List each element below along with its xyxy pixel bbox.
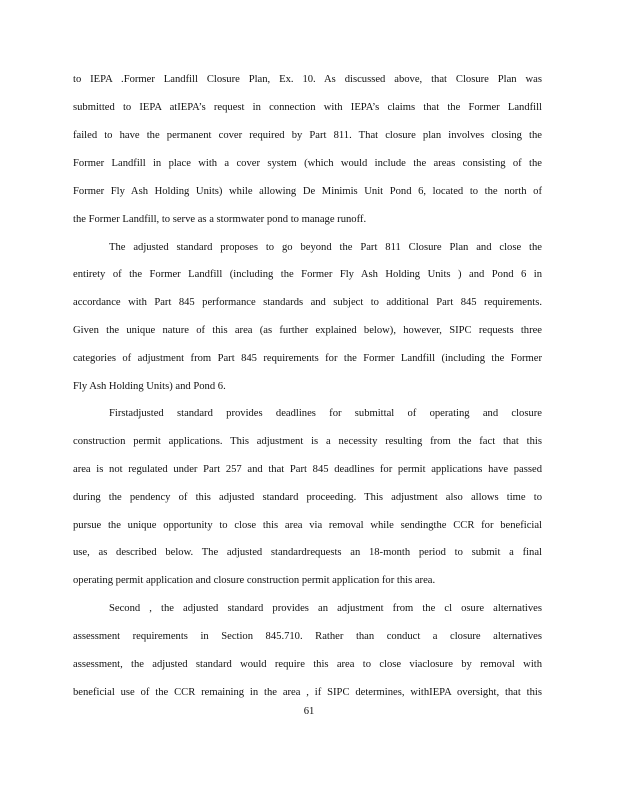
text-line: the Former Landfill, to serve as a stormwater pond to manage runoff. [73, 214, 367, 225]
text-line: pursue the unique opportunity to close this area via removal while sendingthe CCR for beneficial [73, 520, 542, 531]
text-line: submitted to IEPA atIEPA’s request in connection with IEPA’s claims that the Former Landfill [73, 102, 542, 113]
text-line: The adjusted standard proposes to go beyond the Part 811 Closure Plan and close the [109, 242, 542, 253]
text-line: failed to have the permanent cover required by Part 811. That closure plan involves closing the [73, 130, 542, 141]
text-line: Fly Ash Holding Units) and Pond 6. [73, 381, 226, 392]
text-line: during the pendency of this adjusted standard proceeding. This adjustment also allows time to [73, 492, 542, 503]
text-line: area is not regulated under Part 257 and that Part 845 deadlines for permit applications have passed [73, 464, 542, 475]
text-line: Firstadjusted standard provides deadlines for submittal of operating and closure [109, 408, 542, 419]
text-line: operating permit application and closure construction permit application for this area. [73, 575, 436, 586]
text-line: to IEPA .Former Landfill Closure Plan, Ex. 10. As discussed above, that Closure Plan was [73, 74, 542, 85]
text-line: beneficial use of the CCR remaining in the area , if SIPC determines, withIEPA oversight, that this [73, 687, 542, 698]
text-line: Given the unique nature of this area (as further explained below), however, SIPC requests three [73, 325, 542, 336]
text-line: assessment, the adjusted standard would require this area to close viaclosure by removal with [73, 659, 542, 670]
text-line: entirety of the Former Landfill (including the Former Fly Ash Holding Units ) and Pond 6 in [73, 269, 542, 280]
text-line: use, as described below. The adjusted standardrequests an 18-month period to submit a final [73, 547, 542, 558]
page-number: 61 [303, 706, 315, 717]
text-line: Second , the adjusted standard provides an adjustment from the cl osure alternatives [109, 603, 542, 614]
text-line: categories of adjustment from Part 845 requirements for the Former Landfill (including the Former [73, 353, 542, 364]
text-line: construction permit applications. This adjustment is a necessity resulting from the fact that this [73, 436, 542, 447]
text-line: assessment requirements in Section 845.710. Rather than conduct a closure alternatives [73, 631, 542, 642]
text-line: Former Landfill in place with a cover system (which would include the areas consisting of the [73, 158, 542, 169]
text-line: accordance with Part 845 performance standards and subject to additional Part 845 requirements. [73, 297, 542, 308]
text-line: Former Fly Ash Holding Units) while allowing De Minimis Unit Pond 6, located to the north of [73, 186, 542, 197]
